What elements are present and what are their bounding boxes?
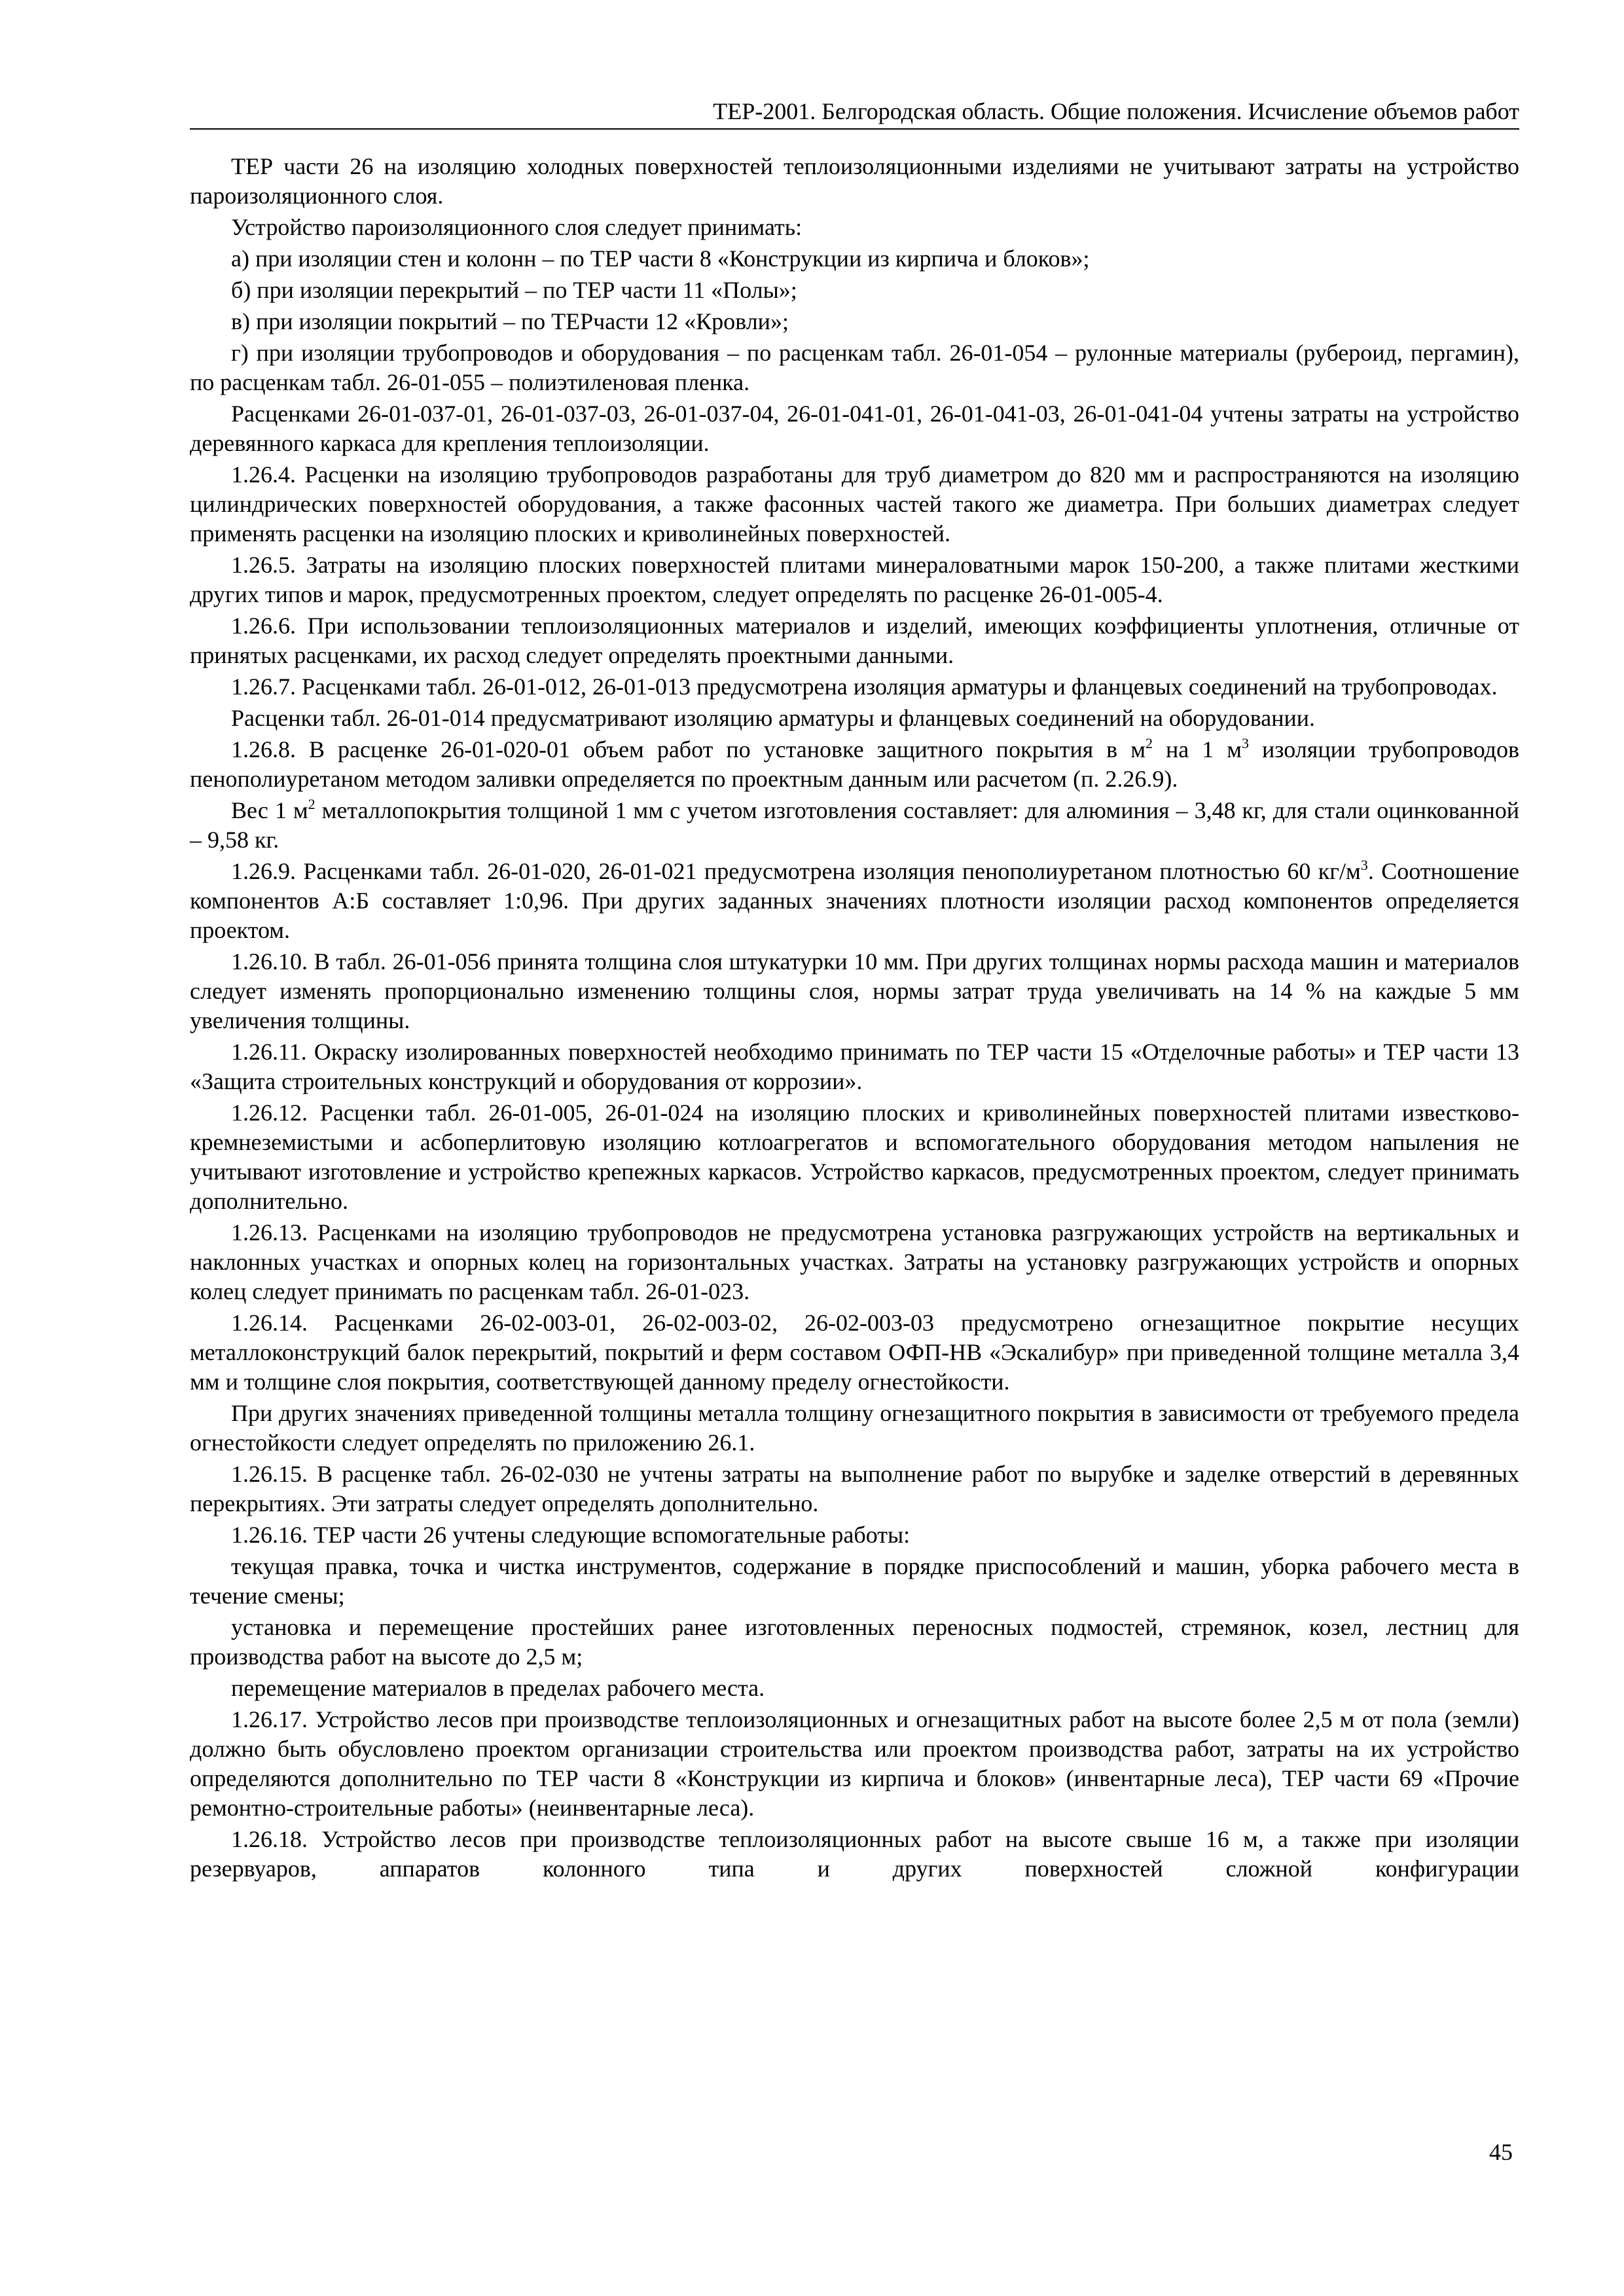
paragraph: 1.26.13. Расценками на изоляцию трубопроводов не предусмотрена установка разгружающих устройств на вертикальных и наклонных участках и опорных колец на горизонтальных участках. Затраты на установку разгружающих устройств и опорных колец следует принимать по расценкам табл. 26-01-023. (190, 1219, 1519, 1304)
paragraph: 1.26.5. Затраты на изоляцию плоских поверхностей плитами минераловатными марок 150-200, а также плитами жесткими других типов и марок, предусмотренных проектом, следует определять по расценке 26-01-005-4. (190, 552, 1519, 607)
superscript: 2 (1145, 735, 1153, 751)
paragraph (190, 857, 1519, 945)
text-run: . Соотношение компонентов А:Б составляет 1:0,96. При других заданных значениях плотности изоляции расход компонентов определяется проектом. (190, 858, 1519, 943)
paragraph: Устройство пароизоляционного слоя следует принимать: (231, 214, 803, 240)
list-item: установка и перемещение простейших ранее изготовленных переносных подмостей, стремянок, козел, лестниц для производства работ на высоте до 2,5 м; (190, 1614, 1519, 1670)
running-header: ТЕР-2001. Белгородская область. Общие положения. Исчисление объемов работ (713, 98, 1519, 124)
text-run: 1.26.8. В расценке 26-01-020-01 объем работ по установке защитного покрытия в м (231, 736, 1146, 762)
paragraph: 1.26.7. Расценками табл. 26-01-012, 26-01-013 предусмотрена изоляция арматуры и фланцевых соединений на трубопроводах. (231, 673, 1498, 700)
document-body (190, 152, 1519, 1884)
paragraph: 1.26.14. Расценками 26-02-003-01, 26-02-003-02, 26-02-003-03 предусмотрено огнезащитное покрытие несущих металлоконструкций балок перекрытий, покрытий и ферм составом ОФП-НВ «Эскалибур» при приведенной толщине металла 3,4 мм и толщине слоя покрытия, соответствующей данному пределу огнестойкости. (190, 1310, 1519, 1395)
paragraph: ТЕР части 26 на изоляцию холодных поверхностей теплоизоляционными изделиями не учитывают затраты на устройство пароизоляционного слоя. (190, 153, 1519, 209)
paragraph: 1.26.10. В табл. 26-01-056 принята толщина слоя штукатурки 10 мм. При других толщинах нормы расхода машин и материалов следует изменять пропорционально изменению толщины слоя, нормы затрат труда увеличивать на 14 % на каждые 5 мм увеличения толщины. (190, 948, 1519, 1033)
superscript: 3 (1360, 857, 1368, 873)
paragraph: 1.26.15. В расценке табл. 26-02-030 не учтены затраты на выполнение работ по вырубке и заделке отверстий в деревянных перекрытиях. Эти затраты следует определять дополнительно. (190, 1461, 1519, 1516)
list-item: г) при изоляции трубопроводов и оборудования – по расценкам табл. 26-01-054 – рулонные материалы (рубероид, пергамин), по расценкам табл. 26-01-055 – полиэтиленовая пленка. (190, 340, 1519, 395)
paragraph: 1.26.17. Устройство лесов при производстве теплоизоляционных и огнезащитных работ на высоте более 2,5 м от пола (земли) должно быть обусловлено проектом организации строительства или проектом производства работ, затраты на их устройство определяются дополнительно по ТЕР части 8 «Конструкции из кирпича и блоков» (инвентарные леса), ТЕР части 69 «Прочие ремонтно-строительные работы» (неинвентарные леса). (190, 1706, 1519, 1821)
paragraph: 1.26.12. Расценки табл. 26-01-005, 26-01-024 на изоляцию плоских и криволинейных поверхностей плитами известково-кремнеземистыми и асбоперлитовую изоляцию котлоагрегатов и вспомогательного оборудования методом напыления не учитывают изготовление и устройство крепежных каркасов. Устройство каркасов, предусмотренных проектом, следует принимать дополнительно. (190, 1100, 1519, 1214)
superscript: 3 (1242, 735, 1250, 751)
paragraph: 1.26.11. Окраску изолированных поверхностей необходимо принимать по ТЕР части 15 «Отделочные работы» и ТЕР части 13 «Защита строительных конструкций и оборудования от коррозии». (190, 1039, 1519, 1094)
list-item: перемещение материалов в пределах рабочего места. (231, 1675, 765, 1701)
paragraph: 1.26.18. Устройство лесов при производстве теплоизоляционных работ на высоте свыше 16 м, а также при изоляции резервуаров, аппаратов колонного типа и других поверхностей сложной конфигурации (190, 1826, 1519, 1882)
paragraph: Расценками 26-01-037-01, 26-01-037-03, 26-01-037-04, 26-01-041-01, 26-01-041-03, 26-01-041-04 учтены затраты на устройство деревянного каркаса для крепления теплоизоляции. (190, 401, 1519, 456)
paragraph (190, 735, 1519, 794)
text-run: изоляции трубопроводов пенополиуретаном методом заливки определяется по проектным данным или расчетом (п. 2.26.9). (190, 736, 1519, 792)
list-item: а) при изоляции стен и колонн – по ТЕР части 8 «Конструкции из кирпича и блоков»; (231, 245, 1090, 272)
text-run: металлопокрытия толщиной 1 мм с учетом изготовления составляет: для алюминия – 3,48 кг, для стали оцинкованной – 9,58 кг. (190, 797, 1519, 853)
header-divider (190, 128, 1519, 130)
paragraph (190, 796, 1519, 855)
text-run: 1.26.9. Расценками табл. 26-01-020, 26-01-021 предусмотрена изоляция пенополиуретаном плотностью 60 кг/м (231, 858, 1361, 884)
list-item: б) при изоляции перекрытий – по ТЕР части 11 «Полы»; (231, 277, 797, 303)
list-item: текущая правка, точка и чистка инструментов, содержание в порядке приспособлений и машин, уборка рабочего места в течение смены; (190, 1553, 1519, 1609)
list-item: в) при изоляции покрытий – по ТЕРчасти 12 «Кровли»; (231, 308, 789, 334)
paragraph: 1.26.6. При использовании теплоизоляционных материалов и изделий, имеющих коэффициенты уплотнения, отличные от принятых расценками, их расход следует определять проектными данными. (190, 613, 1519, 668)
paragraph: При других значениях приведенной толщины металла толщину огнезащитного покрытия в зависимости от требуемого предела огнестойкости следует определять по приложению 26.1. (190, 1400, 1519, 1456)
page-number: 45 (1489, 2139, 1513, 2165)
superscript: 2 (308, 796, 316, 812)
text-run: на 1 м (1152, 736, 1242, 762)
paragraph: 1.26.16. ТЕР части 26 учтены следующие вспомогательные работы: (231, 1522, 911, 1548)
paragraph: Расценки табл. 26-01-014 предусматривают изоляцию арматуры и фланцевых соединений на оборудовании. (231, 705, 1316, 731)
text-run: Вес 1 м (231, 797, 308, 823)
paragraph: 1.26.4. Расценки на изоляцию трубопроводов разработаны для труб диаметром до 820 мм и распространяются на изоляцию цилиндрических поверхностей оборудования, а также фасонных частей такого же диаметра. При больших диаметрах следует применять расценки на изоляцию плоских и криволинейных поверхностей. (190, 461, 1519, 547)
